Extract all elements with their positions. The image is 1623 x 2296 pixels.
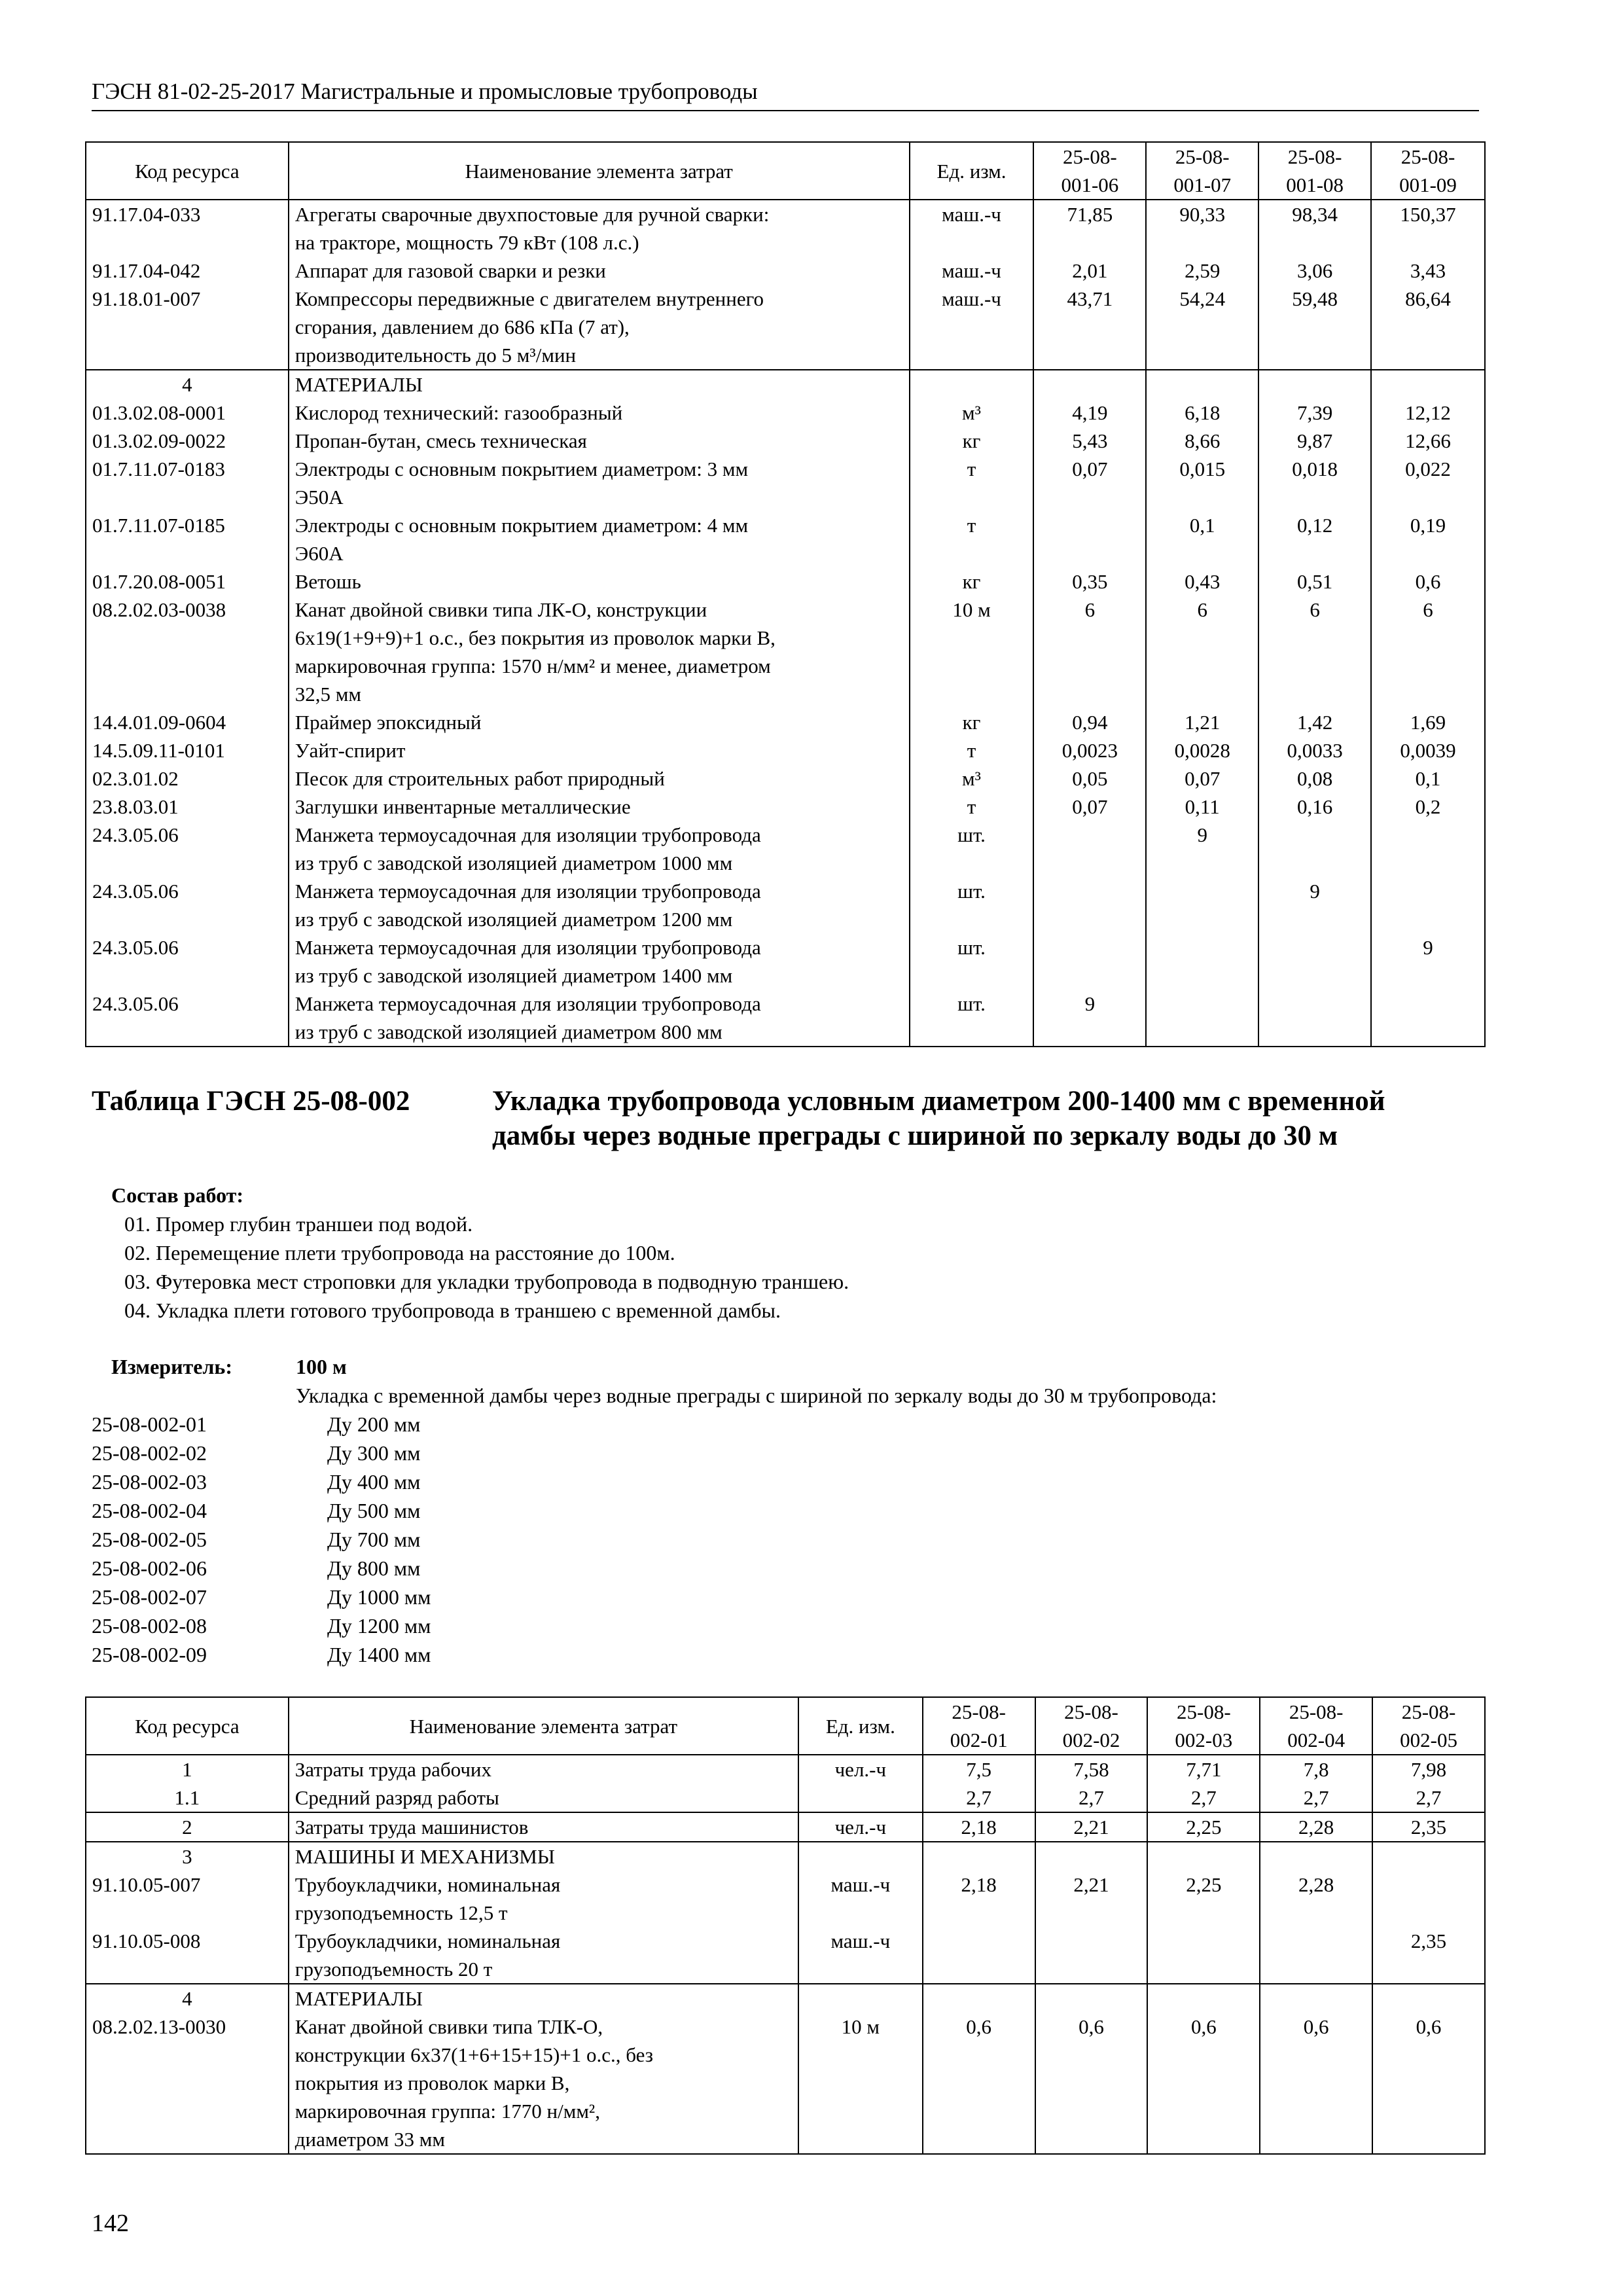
norm-value [1371, 877, 1485, 933]
unit: м³ [910, 399, 1034, 427]
norm-value [1035, 1927, 1148, 1984]
norm-value: 71,85 [1033, 200, 1146, 257]
norm-value [1033, 821, 1146, 877]
norm-value: 2,21 [1035, 1812, 1148, 1842]
cost-element-name: Манжета термоусадочная для изоляции трубопровода из труб с заводской изоляцией диаметром 1000 мм [289, 821, 910, 877]
norm-value: 0,05 [1033, 764, 1146, 793]
norm-value: 0,08 [1258, 764, 1371, 793]
unit [798, 1784, 923, 1812]
table-row [86, 427, 1485, 455]
norm-value [1147, 1927, 1260, 1984]
unit: т [910, 736, 1034, 764]
table-row [86, 399, 1485, 427]
norm-value: 1,42 [1258, 708, 1371, 736]
resource-code: 01.7.11.07-0183 [86, 455, 289, 511]
norm-value: 0,0033 [1258, 736, 1371, 764]
norm-value [1260, 1927, 1372, 1984]
table-row [86, 567, 1485, 596]
table-row [86, 285, 1485, 370]
norm-value: 2,18 [923, 1812, 1035, 1842]
resource-code: 01.7.11.07-0185 [86, 511, 289, 567]
resource-code: 91.17.04-042 [86, 257, 289, 285]
norm-value [1033, 933, 1146, 990]
table-row [86, 257, 1485, 285]
unit: 10 м [798, 2013, 923, 2154]
cost-element-name: Праймер эпоксидный [289, 708, 910, 736]
resource-code: 4 [86, 370, 289, 399]
norm-value [1258, 933, 1371, 990]
cost-element-name: МАТЕРИАЛЫ [289, 370, 910, 399]
norm-value: 9 [1146, 821, 1258, 877]
table-row [86, 455, 1485, 511]
column-header: Код ресурса [86, 1697, 289, 1755]
table-row [86, 511, 1485, 567]
resource-code: 91.18.01-007 [86, 285, 289, 370]
norm-description: Ду 700 мм [327, 1528, 421, 1551]
norm-description: Ду 300 мм [327, 1441, 421, 1465]
column-header: 25-08- 002-03 [1147, 1697, 1260, 1755]
meter-label: Измеритель: [111, 1355, 232, 1378]
table-row [86, 1984, 1485, 2013]
column-header: 25-08- 002-02 [1035, 1697, 1148, 1755]
norm-value: 86,64 [1371, 285, 1485, 370]
norm-value: 54,24 [1146, 285, 1258, 370]
norm-value: 9 [1033, 990, 1146, 1047]
table-row [86, 370, 1485, 399]
table-row [86, 2013, 1485, 2154]
norm-value: 8,66 [1146, 427, 1258, 455]
table-row [86, 1927, 1485, 1984]
column-header: 25-08- 001-06 [1033, 142, 1146, 200]
norm-value: 1,21 [1146, 708, 1258, 736]
cost-element-name: Агрегаты сварочные двухпостовые для ручной сварки: на тракторе, мощность 79 кВт (108 л.с.) [289, 200, 910, 257]
norm-value: 7,98 [1372, 1755, 1485, 1784]
norm-value [1035, 1842, 1148, 1871]
norm-value: 0,51 [1258, 567, 1371, 596]
norm-value: 7,71 [1147, 1755, 1260, 1784]
norm-value: 5,43 [1033, 427, 1146, 455]
norm-description: Ду 1000 мм [327, 1585, 431, 1609]
resource-code: 24.3.05.06 [86, 933, 289, 990]
table-row [86, 793, 1485, 821]
norm-value: 0,6 [1260, 2013, 1372, 2154]
norm-value: 0,94 [1033, 708, 1146, 736]
norm-value: 0,0028 [1146, 736, 1258, 764]
resource-code: 02.3.01.02 [86, 764, 289, 793]
norm-value [1033, 370, 1146, 399]
resource-code: 24.3.05.06 [86, 877, 289, 933]
table-row [86, 1812, 1485, 1842]
norm-value [1146, 370, 1258, 399]
unit [798, 1842, 923, 1871]
norm-value: 0,07 [1033, 793, 1146, 821]
norm-value: 0,6 [1035, 2013, 1148, 2154]
table-row [86, 708, 1485, 736]
resource-code: 01.3.02.09-0022 [86, 427, 289, 455]
cost-element-name: Уайт-спирит [289, 736, 910, 764]
norm-value: 0,2 [1371, 793, 1485, 821]
cost-element-name: Трубоукладчики, номинальная грузоподъемность 20 т [289, 1927, 798, 1984]
works-list [124, 1210, 849, 1325]
norm-value: 2,7 [923, 1784, 1035, 1812]
norm-value: 2,21 [1035, 1871, 1148, 1927]
unit: 10 м [910, 596, 1034, 708]
unit: кг [910, 708, 1034, 736]
norm-value [1372, 1984, 1485, 2013]
column-header: Код ресурса [86, 142, 289, 200]
norm-value [1146, 933, 1258, 990]
norm-value [1372, 1842, 1485, 1871]
norm-value: 0,19 [1371, 511, 1485, 567]
norm-value: 6 [1371, 596, 1485, 708]
norm-code: 25-08-002-08 [92, 1614, 207, 1638]
norm-code: 25-08-002-07 [92, 1585, 207, 1609]
work-item: 01. Промер глубин траншеи под водой. [124, 1212, 473, 1236]
unit: маш.-ч [910, 285, 1034, 370]
norm-value [923, 1984, 1035, 2013]
norm-value [1033, 877, 1146, 933]
norm-value: 2,25 [1147, 1812, 1260, 1842]
resource-code: 14.5.09.11-0101 [86, 736, 289, 764]
norm-value: 1,69 [1371, 708, 1485, 736]
table-row [86, 596, 1485, 708]
norm-value: 0,16 [1258, 793, 1371, 821]
cost-element-name: Манжета термоусадочная для изоляции трубопровода из труб с заводской изоляцией диаметром 800 мм [289, 990, 910, 1047]
norm-code: 25-08-002-02 [92, 1441, 207, 1465]
norm-value: 12,12 [1371, 399, 1485, 427]
cost-element-name: МАШИНЫ И МЕХАНИЗМЫ [289, 1842, 798, 1871]
norm-value: 6 [1146, 596, 1258, 708]
norm-code: 25-08-002-05 [92, 1528, 207, 1551]
cost-element-name: МАТЕРИАЛЫ [289, 1984, 798, 2013]
cost-element-name: Заглушки инвентарные металлические [289, 793, 910, 821]
norm-value: 3,06 [1258, 257, 1371, 285]
unit: маш.-ч [910, 200, 1034, 257]
table-row [86, 1755, 1485, 1784]
norm-value: 0,12 [1258, 511, 1371, 567]
norm-code: 25-08-002-01 [92, 1412, 207, 1436]
resource-code: 91.10.05-007 [86, 1871, 289, 1927]
cost-element-name: Электроды с основным покрытием диаметром: 3 мм Э50А [289, 455, 910, 511]
norm-value: 59,48 [1258, 285, 1371, 370]
norm-value: 6 [1033, 596, 1146, 708]
norm-value [923, 1927, 1035, 1984]
norm-value: 2,35 [1372, 1812, 1485, 1842]
resource-table-002 [85, 1696, 1486, 2155]
norm-value: 0,11 [1146, 793, 1258, 821]
table-row [86, 1871, 1485, 1927]
resource-code: 24.3.05.06 [86, 990, 289, 1047]
norm-value [1258, 370, 1371, 399]
norm-value: 2,7 [1035, 1784, 1148, 1812]
norm-value [1258, 990, 1371, 1047]
table-row [86, 990, 1485, 1047]
unit: чел.-ч [798, 1755, 923, 1784]
cost-element-name: Трубоукладчики, номинальная грузоподъемность 12,5 т [289, 1871, 798, 1927]
cost-element-name: Кислород технический: газообразный [289, 399, 910, 427]
norm-value: 2,7 [1260, 1784, 1372, 1812]
norm-description: Ду 800 мм [327, 1556, 421, 1580]
running-header: ГЭСН 81-02-25-2017 Магистральные и промысловые трубопроводы [92, 77, 1479, 111]
table-label: Таблица ГЭСН 25-08-002 [92, 1086, 410, 1117]
unit: кг [910, 567, 1034, 596]
table-row [86, 821, 1485, 877]
cost-element-name: Канат двойной свивки типа ТЛК-О, конструкции 6х37(1+6+15+15)+1 о.с., без покрытия из проволок марки В, маркировочная группа: 1770 н/мм², диаметром 33 мм [289, 2013, 798, 2154]
table-row [86, 200, 1485, 257]
unit: маш.-ч [910, 257, 1034, 285]
norm-value: 2,18 [923, 1871, 1035, 1927]
column-header: Наименование элемента затрат [289, 1697, 798, 1755]
resource-code: 24.3.05.06 [86, 821, 289, 877]
norm-value: 0,1 [1146, 511, 1258, 567]
norm-value: 0,35 [1033, 567, 1146, 596]
table-row [86, 1842, 1485, 1871]
norm-value: 2,01 [1033, 257, 1146, 285]
resource-code: 14.4.01.09-0604 [86, 708, 289, 736]
norm-description: Ду 400 мм [327, 1470, 421, 1494]
resource-code: 01.3.02.08-0001 [86, 399, 289, 427]
norm-value [1371, 370, 1485, 399]
column-header: Ед. изм. [910, 142, 1034, 200]
norm-value: 7,5 [923, 1755, 1035, 1784]
norm-value: 150,37 [1371, 200, 1485, 257]
norm-value: 12,66 [1371, 427, 1485, 455]
norm-value [1371, 990, 1485, 1047]
norm-value [923, 1842, 1035, 1871]
norm-value: 0,6 [1371, 567, 1485, 596]
unit: шт. [910, 877, 1034, 933]
norm-value: 0,1 [1371, 764, 1485, 793]
norm-value [1033, 511, 1146, 567]
cost-element-name: Манжета термоусадочная для изоляции трубопровода из труб с заводской изоляцией диаметром 1400 мм [289, 933, 910, 990]
norm-value: 0,015 [1146, 455, 1258, 511]
norm-value: 9 [1258, 877, 1371, 933]
column-header: 25-08- 002-01 [923, 1697, 1035, 1755]
norm-value: 0,018 [1258, 455, 1371, 511]
norm-value: 9,87 [1258, 427, 1371, 455]
unit: т [910, 455, 1034, 511]
norm-value: 0,0039 [1371, 736, 1485, 764]
resource-code: 91.10.05-008 [86, 1927, 289, 1984]
norm-value: 2,28 [1260, 1812, 1372, 1842]
norm-description: Ду 1400 мм [327, 1643, 431, 1666]
norm-value: 3,43 [1371, 257, 1485, 285]
column-header: 25-08- 002-05 [1372, 1697, 1485, 1755]
unit: м³ [910, 764, 1034, 793]
unit: шт. [910, 821, 1034, 877]
norm-value: 0,0023 [1033, 736, 1146, 764]
norm-value: 2,28 [1260, 1871, 1372, 1927]
resource-code: 08.2.02.03-0038 [86, 596, 289, 708]
resource-code: 01.7.20.08-0051 [86, 567, 289, 596]
meter-value: 100 м [296, 1355, 347, 1378]
work-item: 03. Футеровка мест строповки для укладки трубопровода в подводную траншею. [124, 1270, 849, 1293]
norm-value: 6,18 [1146, 399, 1258, 427]
unit [798, 1984, 923, 2013]
resource-code: 08.2.02.13-0030 [86, 2013, 289, 2154]
works-label: Состав работ: [111, 1183, 244, 1207]
norm-value [1146, 877, 1258, 933]
cost-element-name: Средний разряд работы [289, 1784, 798, 1812]
work-item: 02. Перемещение плети трубопровода на расстояние до 100м. [124, 1241, 675, 1265]
cost-element-name: Пропан-бутан, смесь техническая [289, 427, 910, 455]
resource-table-001 [85, 141, 1486, 1047]
cost-element-name: Затраты труда рабочих [289, 1755, 798, 1784]
unit: маш.-ч [798, 1871, 923, 1927]
table-row [86, 1784, 1485, 1812]
unit: т [910, 793, 1034, 821]
cost-element-name: Канат двойной свивки типа ЛК-О, конструкции 6х19(1+9+9)+1 о.с., без покрытия из проволок марки В, маркировочная группа: 1570 н/мм² и менее, диаметром 32,5 мм [289, 596, 910, 708]
cost-element-name: Электроды с основным покрытием диаметром: 4 мм Э60А [289, 511, 910, 567]
column-header: 25-08- 001-09 [1371, 142, 1485, 200]
norm-code: 25-08-002-04 [92, 1499, 207, 1522]
norm-value [1147, 1842, 1260, 1871]
page-number: 142 [92, 2210, 129, 2237]
table-row [86, 933, 1485, 990]
norm-value: 6 [1258, 596, 1371, 708]
column-header: 25-08- 001-08 [1258, 142, 1371, 200]
resource-code: 1.1 [86, 1784, 289, 1812]
norm-value: 7,8 [1260, 1755, 1372, 1784]
unit: чел.-ч [798, 1812, 923, 1842]
norm-value [1147, 1984, 1260, 2013]
norm-value: 7,39 [1258, 399, 1371, 427]
norm-value: 4,19 [1033, 399, 1146, 427]
table-row [86, 877, 1485, 933]
norm-code: 25-08-002-03 [92, 1470, 207, 1494]
resource-code: 23.8.03.01 [86, 793, 289, 821]
norm-value [1260, 1842, 1372, 1871]
norm-value: 98,34 [1258, 200, 1371, 257]
norm-value: 43,71 [1033, 285, 1146, 370]
cost-element-name: Затраты труда машинистов [289, 1812, 798, 1842]
unit: кг [910, 427, 1034, 455]
norm-value: 2,25 [1147, 1871, 1260, 1927]
column-header: 25-08- 001-07 [1146, 142, 1258, 200]
unit: шт. [910, 990, 1034, 1047]
resource-code: 1 [86, 1755, 289, 1784]
norm-value: 2,35 [1372, 1927, 1485, 1984]
table-row [86, 764, 1485, 793]
table-row [86, 736, 1485, 764]
column-header: 25-08- 002-04 [1260, 1697, 1372, 1755]
work-item: 04. Укладка плети готового трубопровода в траншею с временной дамбы. [124, 1299, 781, 1322]
cost-element-name: Аппарат для газовой сварки и резки [289, 257, 910, 285]
column-header: Ед. изм. [798, 1697, 923, 1755]
norm-value: 2,7 [1147, 1784, 1260, 1812]
norm-value: 0,43 [1146, 567, 1258, 596]
resource-code: 3 [86, 1842, 289, 1871]
norm-code: 25-08-002-06 [92, 1556, 207, 1580]
norm-value [1371, 821, 1485, 877]
norm-value: 0,6 [1147, 2013, 1260, 2154]
norm-value: 2,59 [1146, 257, 1258, 285]
column-header: Наименование элемента затрат [289, 142, 910, 200]
meter-description: Укладка с временной дамбы через водные преграды с шириной по зеркалу воды до 30 м трубопровода: [296, 1384, 1217, 1407]
norm-value: 0,6 [923, 2013, 1035, 2154]
cost-element-name: Ветошь [289, 567, 910, 596]
resource-code: 2 [86, 1812, 289, 1842]
resource-code: 91.17.04-033 [86, 200, 289, 257]
norm-value: 2,7 [1372, 1784, 1485, 1812]
norm-description: Ду 200 мм [327, 1412, 421, 1436]
norm-description: Ду 500 мм [327, 1499, 421, 1522]
norm-value: 0,07 [1146, 764, 1258, 793]
unit: т [910, 511, 1034, 567]
norm-value [1146, 990, 1258, 1047]
norm-value [1258, 821, 1371, 877]
norm-description: Ду 1200 мм [327, 1614, 431, 1638]
cost-element-name: Компрессоры передвижные с двигателем внутреннего сгорания, давлением до 686 кПа (7 ат), производительность до 5 м³/мин [289, 285, 910, 370]
norm-code: 25-08-002-09 [92, 1643, 207, 1666]
unit: маш.-ч [798, 1927, 923, 1984]
table-title: Укладка трубопровода условным диаметром 200-1400 мм с временной дамбы через водные преграды с шириной по зеркалу воды до 30 м [492, 1086, 1385, 1151]
norm-value: 0,07 [1033, 455, 1146, 511]
norm-value [1260, 1984, 1372, 2013]
resource-code: 4 [86, 1984, 289, 2013]
norm-value: 9 [1371, 933, 1485, 990]
cost-element-name: Песок для строительных работ природный [289, 764, 910, 793]
norm-value [1035, 1984, 1148, 2013]
norm-value: 90,33 [1146, 200, 1258, 257]
unit: шт. [910, 933, 1034, 990]
norm-value: 7,58 [1035, 1755, 1148, 1784]
norm-value [1372, 1871, 1485, 1927]
cost-element-name: Манжета термоусадочная для изоляции трубопровода из труб с заводской изоляцией диаметром 1200 мм [289, 877, 910, 933]
norm-value: 0,022 [1371, 455, 1485, 511]
norm-value: 0,6 [1372, 2013, 1485, 2154]
unit [910, 370, 1034, 399]
